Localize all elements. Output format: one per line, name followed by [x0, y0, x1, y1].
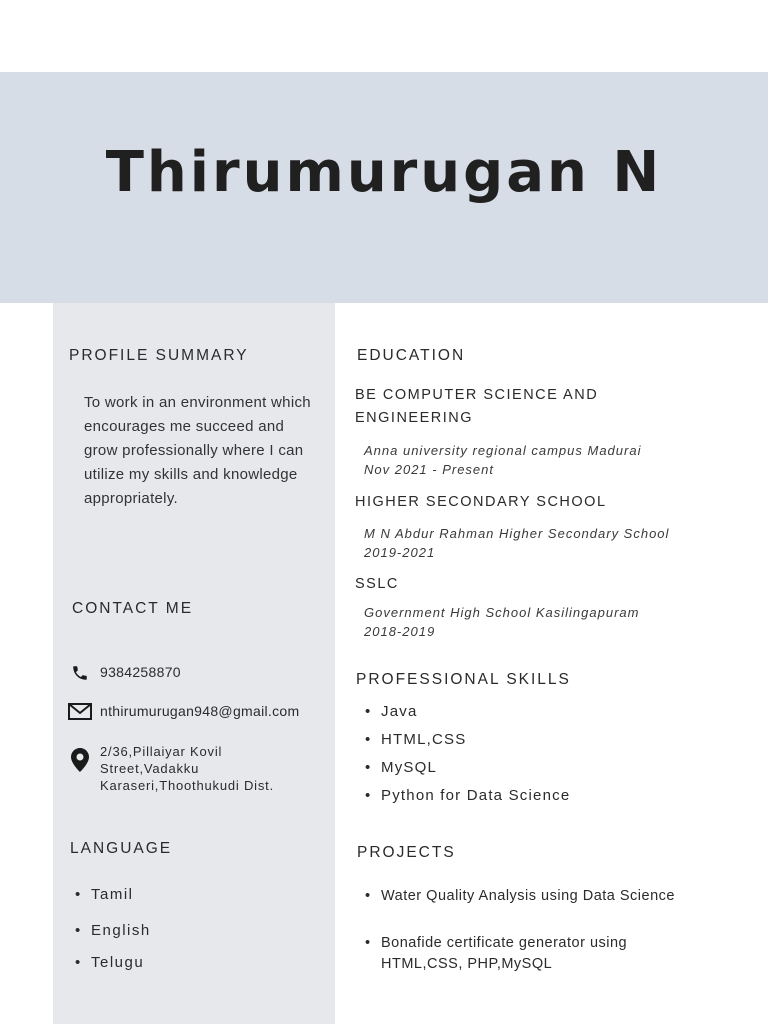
- resume-name: Thirumurugan N: [105, 140, 663, 205]
- skills-heading: PROFESSIONAL SKILLS: [356, 671, 571, 688]
- contact-address: [68, 743, 320, 794]
- education-title: SSLC: [355, 576, 399, 592]
- contact-email: [68, 703, 299, 723]
- language-item: • Telugu: [91, 954, 144, 971]
- education-heading: EDUCATION: [357, 347, 466, 364]
- project-item: • Bonafide certificate generator using HTML,CSS, PHP,MySQL: [381, 933, 691, 975]
- profile-summary-text: To work in an environment which encourages me succeed and grow professionally where I can utilize my skills and knowledge appropriately.: [84, 394, 311, 507]
- education-period: Nov 2021 - Present: [364, 462, 495, 477]
- skill-item: • MySQL: [381, 759, 437, 776]
- language-item: • English: [91, 922, 151, 939]
- education-institution: Anna university regional campus Madurai: [364, 443, 642, 458]
- address-text: 2/36,Pillaiyar Kovil Street,Vadakku Karaseri,Thoothukudi Dist.: [100, 744, 274, 793]
- email-address[interactable]: nthirumurugan948@gmail.com: [100, 703, 300, 719]
- envelope-icon: [68, 703, 92, 723]
- education-title: HIGHER SECONDARY SCHOOL: [355, 494, 607, 510]
- education-institution: M N Abdur Rahman Higher Secondary School: [364, 526, 670, 541]
- phone-icon: [68, 664, 92, 684]
- contact-heading: CONTACT ME: [72, 600, 194, 617]
- map-pin-icon: [68, 743, 92, 777]
- education-title: BE COMPUTER SCIENCE AND ENGINEERING: [355, 387, 599, 426]
- skill-item: • Python for Data Science: [381, 787, 570, 804]
- project-item: • Water Quality Analysis using Data Science: [381, 886, 726, 907]
- language-heading: LANGUAGE: [70, 840, 173, 857]
- education-period: 2018-2019: [364, 624, 436, 639]
- skill-item: • HTML,CSS: [381, 731, 466, 748]
- skill-item: • Java: [381, 703, 418, 720]
- phone-number: 9384258870: [100, 664, 181, 680]
- profile-summary-heading: PROFILE SUMMARY: [69, 347, 249, 364]
- education-period: 2019-2021: [364, 545, 436, 560]
- contact-phone: [68, 664, 181, 684]
- projects-heading: PROJECTS: [357, 844, 456, 861]
- language-item: • Tamil: [91, 886, 134, 903]
- education-institution: Government High School Kasilingapuram: [364, 605, 640, 620]
